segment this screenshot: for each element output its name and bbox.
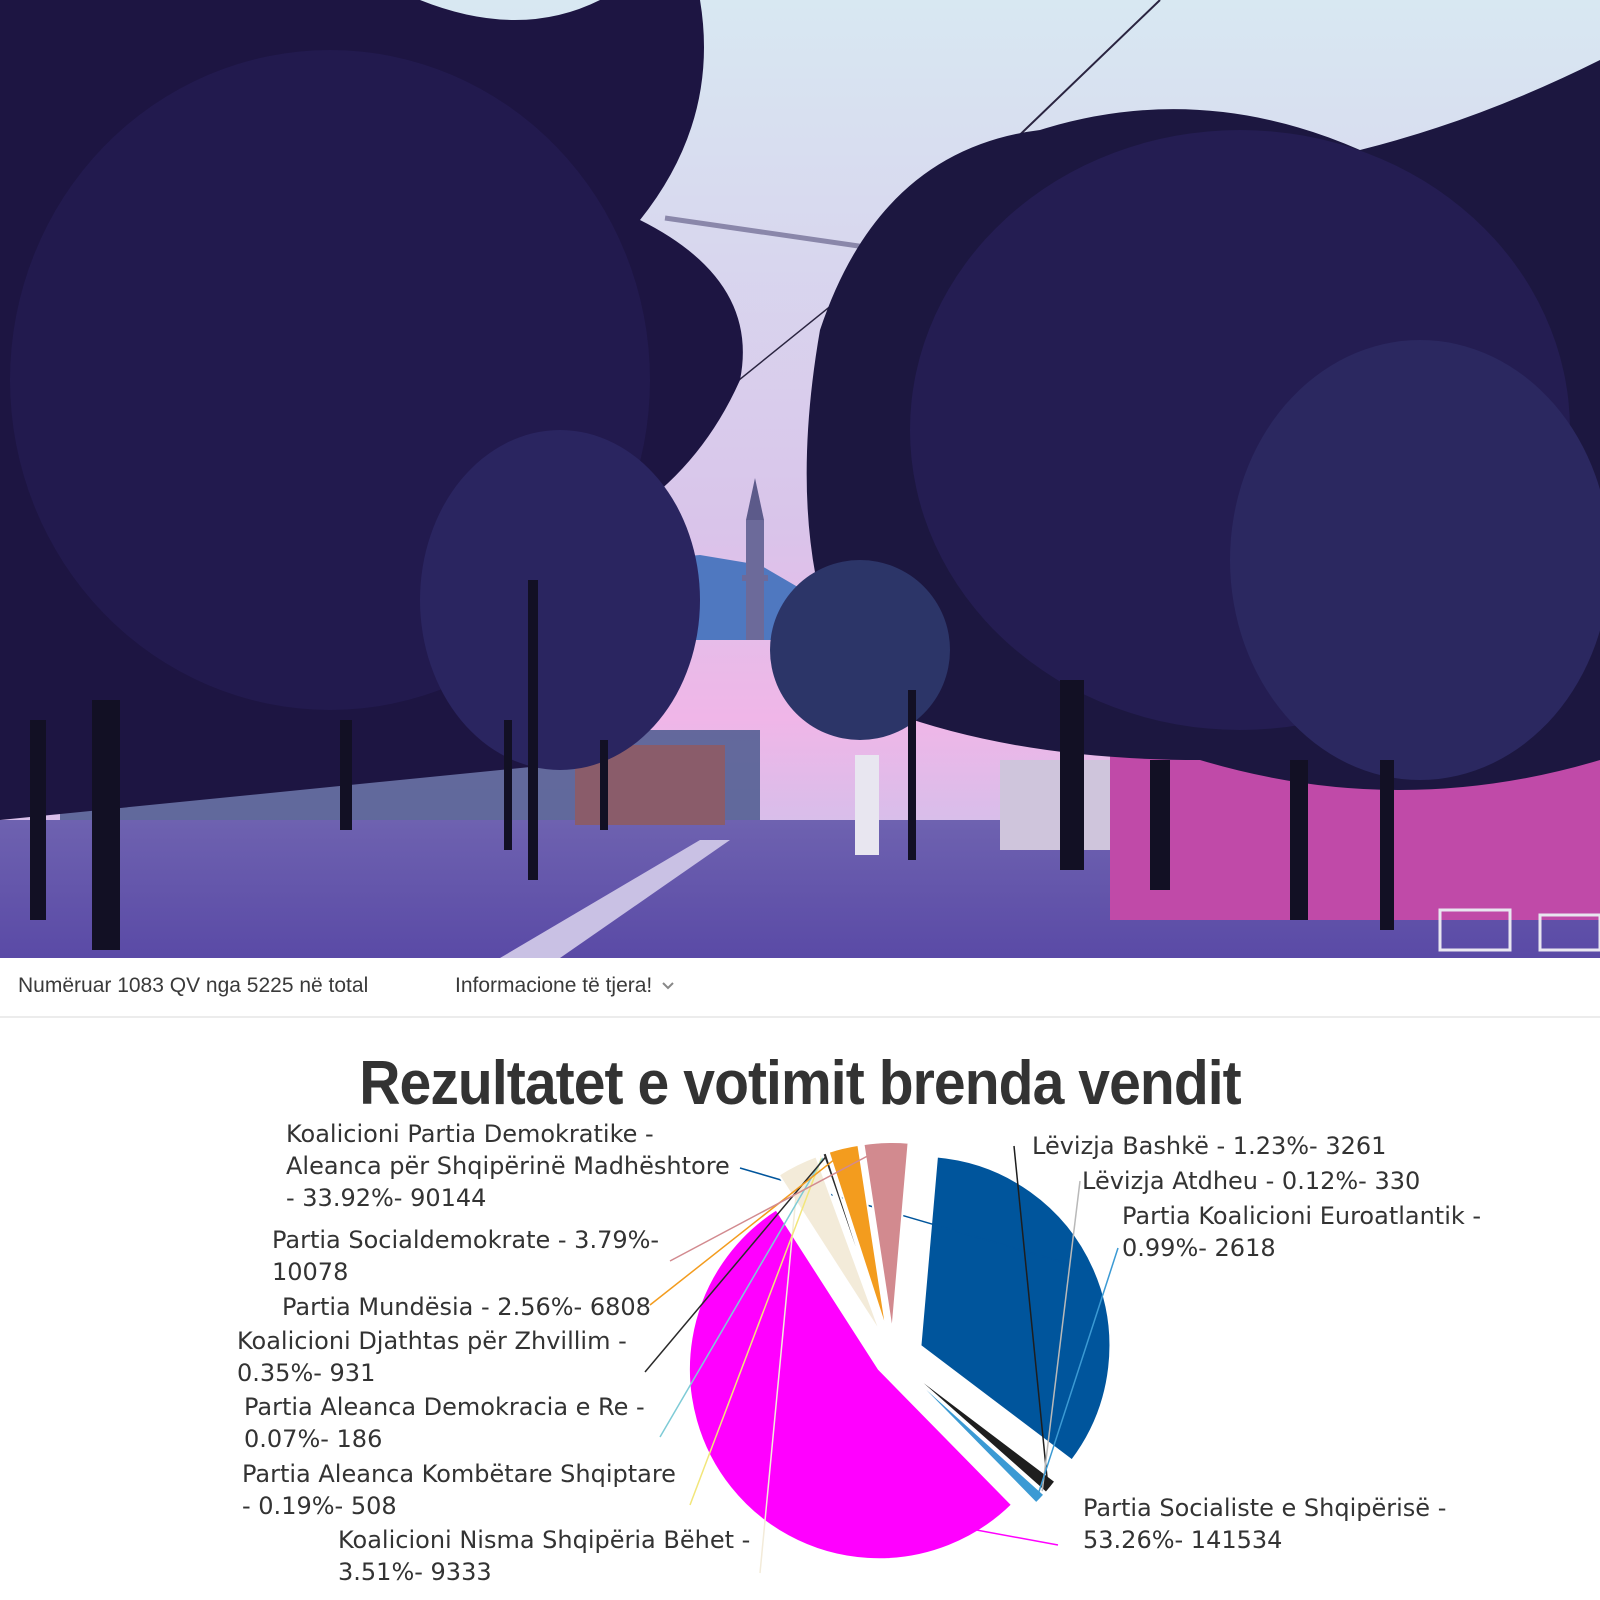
counted-stations-text: Numëruar 1083 QV nga 5225 në total bbox=[18, 974, 369, 997]
slice-label: Partia Koalicioni Euroatlantik -0.99%- 2618 bbox=[1122, 1202, 1482, 1262]
slice-label: Koalicioni Djathtas për Zhvillim -0.35%- 931 bbox=[237, 1327, 627, 1387]
slice-label: Lëvizja Bashkë - 1.23%- 3261 bbox=[1032, 1132, 1387, 1160]
chart-title: Rezultatet e votimit brenda vendit bbox=[359, 1049, 1241, 1118]
slice-label: Koalicioni Partia Demokratike -Aleanca për Shqipërinë Madhështore - 33.92%- 90144 bbox=[286, 1120, 730, 1212]
slice-label: Partia Socialdemokrate - 3.79%-10078 bbox=[272, 1226, 660, 1286]
slice-label: Partia Socialiste e Shqipërisë -53.26%- 141534 bbox=[1083, 1494, 1447, 1554]
pie-chart bbox=[0, 1018, 1600, 1600]
vote-results-chart bbox=[0, 1018, 1600, 1600]
results-info-bar bbox=[0, 958, 1600, 1018]
slice-label: Lëvizja Atdheu - 0.12%- 330 bbox=[1082, 1167, 1421, 1195]
chevron-down-icon bbox=[661, 981, 675, 991]
more-info-label: Informacione të tjera! bbox=[455, 974, 653, 997]
more-info-link[interactable] bbox=[455, 974, 675, 998]
slice-label: Partia Aleanca Kombëtare Shqiptare - 0.19%- 508 bbox=[242, 1460, 676, 1520]
slice-label: Koalicioni Nisma Shqipëria Bëhet -3.51%- 9333 bbox=[338, 1526, 751, 1586]
slice-label: Partia Mundësia - 2.56%- 6808 bbox=[282, 1293, 651, 1321]
slice-label: Partia Aleanca Demokracia e Re -0.07%- 186 bbox=[244, 1393, 645, 1453]
